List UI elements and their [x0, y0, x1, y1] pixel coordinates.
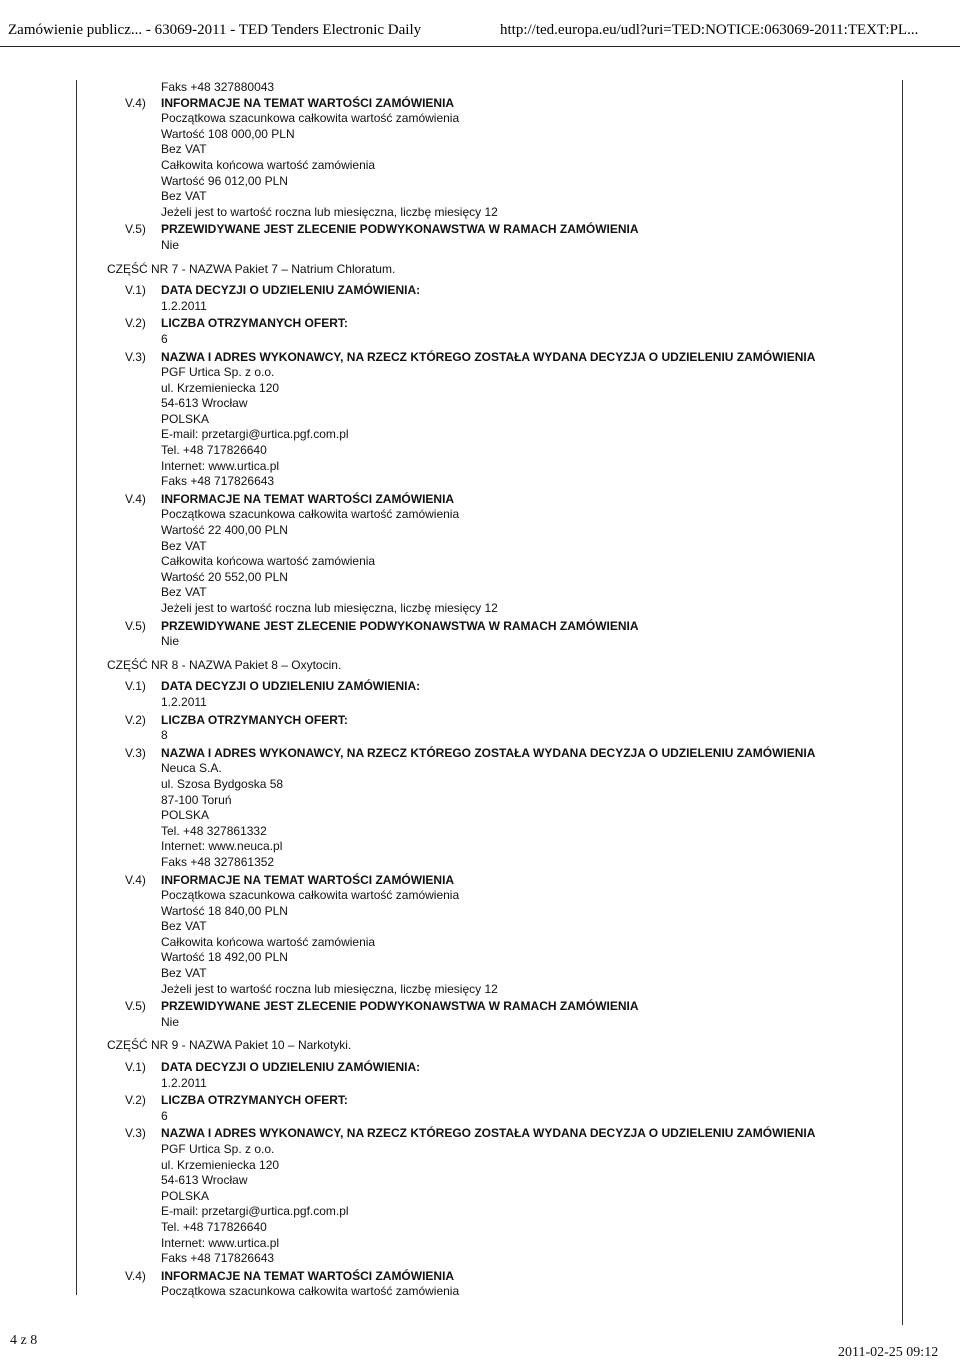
- initial-value: Wartość 18 840,00 PLN: [161, 903, 288, 918]
- decision-date: 1.2.2011: [161, 694, 207, 709]
- intro-fax: Faks +48 327880043: [161, 80, 275, 94]
- subcontract-section: V.5) PRZEWIDYWANE JEST ZLECENIE PODWYKONAWSTWA W RAMACH ZAMÓWIENIA Nie: [125, 619, 895, 650]
- contractor-section: V.3) NAZWA I ADRES WYKONAWCY, NA RZECZ KTÓREGO ZOSTAŁA WYDANA DECYZJA O UDZIELENIU ZAMÓWIENIA PGF Urtica Sp. z o.o. ul. Krzemieniecka 120 54-613 Wrocław POLSKA E-mail: przetargi@urtica.pgf.com.pl Tel. +48 717826640 Internet: www.urtica.pl Faks +48 717826643: [125, 350, 895, 490]
- contractor-city: 87-100 Toruń: [161, 792, 232, 807]
- final-value: Wartość 96 012,00 PLN: [161, 173, 288, 188]
- notice-content: [107, 80, 895, 1302]
- contractor-email[interactable]: E-mail: przetargi@urtica.pgf.com.pl: [161, 427, 349, 442]
- subcontract-heading: PRZEWIDYWANE JEST ZLECENIE PODWYKONAWSTWA W RAMACH ZAMÓWIENIA: [161, 222, 639, 237]
- frame-border-left: [76, 80, 77, 1295]
- contractor-section: V.3) NAZWA I ADRES WYKONAWCY, NA RZECZ KTÓREGO ZOSTAŁA WYDANA DECYZJA O UDZIELENIU ZAMÓWIENIA PGF Urtica Sp. z o.o. ul. Krzemieniecka 120 54-613 Wrocław POLSKA E-mail: przetargi@urtica.pgf.com.pl Tel. +48 717826640 Internet: www.urtica.pl Faks +48 717826643: [125, 1126, 895, 1266]
- contractor-internet[interactable]: Internet: www.neuca.pl: [161, 839, 283, 854]
- subcontract-answer: Nie: [161, 634, 180, 649]
- frame-border-right: [902, 80, 903, 1325]
- contractor-name: Neuca S.A.: [161, 761, 222, 776]
- value-section: V.4) INFORMACJE NA TEMAT WARTOŚCI ZAMÓWIENIA Początkowa szacunkowa całkowita wartość zamówienia Wartość 22 400,00 PLN Bez VAT Całkowita końcowa wartość zamówienia Wartość 20 552,00 PLN Bez VAT Jeżeli jest to wartość roczna lub miesięczna, liczbę miesięcy 12: [125, 492, 895, 617]
- subcontract-answer: Nie: [161, 1014, 180, 1029]
- subcontract-answer: Nie: [161, 237, 180, 252]
- contractor-country: POLSKA: [161, 808, 210, 823]
- decision-date-section: V.1) DATA DECYZJI O UDZIELENIU ZAMÓWIENIA: 1.2.2011: [125, 1060, 895, 1091]
- final-value: Wartość 20 552,00 PLN: [161, 569, 288, 584]
- decision-date-section: V.1) DATA DECYZJI O UDZIELENIU ZAMÓWIENIA: 1.2.2011: [125, 679, 895, 710]
- contractor-country: POLSKA: [161, 411, 210, 426]
- contractor-street: ul. Krzemieniecka 120: [161, 380, 280, 395]
- contractor-internet[interactable]: Internet: www.urtica.pl: [161, 1235, 280, 1250]
- print-timestamp: 2011-02-25 09:12: [838, 1345, 939, 1360]
- value-heading: INFORMACJE NA TEMAT WARTOŚCI ZAMÓWIENIA: [161, 95, 455, 110]
- contractor-internet[interactable]: Internet: www.urtica.pl: [161, 458, 280, 473]
- intro-value-section: V.4) INFORMACJE NA TEMAT WARTOŚCI ZAMÓWIENIA Początkowa szacunkowa całkowita wartość zamówienia Wartość 108 000,00 PLN Bez VAT Całkowita końcowa wartość zamówienia Wartość 96 012,00 PLN Bez VAT Jeżeli jest to wartość roczna lub miesięczna, liczbę miesięcy 12: [125, 96, 895, 221]
- page-url[interactable]: http://ted.europa.eu/udl?uri=TED:NOTICE:063069-2011:TEXT:PL...: [500, 22, 919, 38]
- contractor-tel: Tel. +48 327861332: [161, 823, 267, 838]
- contractor-section: V.3) NAZWA I ADRES WYKONAWCY, NA RZECZ KTÓREGO ZOSTAŁA WYDANA DECYZJA O UDZIELENIU ZAMÓWIENIA Neuca S.A. ul. Szosa Bydgoska 58 87-100 Toruń POLSKA Tel. +48 327861332 Internet: www.neuca.pl Faks +48 327861352: [125, 746, 895, 871]
- contractor-tel: Tel. +48 717826640: [161, 1219, 267, 1234]
- part-title: CZĘŚĆ NR 9 - NAZWA Pakiet 10 – Narkotyki.: [107, 1038, 352, 1053]
- decision-date: 1.2.2011: [161, 1075, 207, 1090]
- contractor-tel: Tel. +48 717826640: [161, 443, 267, 458]
- part-title: CZĘŚĆ NR 8 - NAZWA Pakiet 8 – Oxytocin.: [107, 657, 342, 672]
- contractor-street: ul. Krzemieniecka 120: [161, 1157, 280, 1172]
- final-value: Wartość 18 492,00 PLN: [161, 950, 288, 965]
- value-section: V.4) INFORMACJE NA TEMAT WARTOŚCI ZAMÓWIENIA Początkowa szacunkowa całkowita wartość zamówienia: [125, 1268, 460, 1299]
- decision-date: 1.2.2011: [161, 298, 207, 313]
- contractor-city: 54-613 Wrocław: [161, 396, 248, 411]
- decision-date-section: V.1) DATA DECYZJI O UDZIELENIU ZAMÓWIENIA: 1.2.2011: [125, 283, 895, 314]
- contractor-country: POLSKA: [161, 1188, 210, 1203]
- contractor-email[interactable]: E-mail: przetargi@urtica.pgf.com.pl: [161, 1204, 349, 1219]
- page-number: 4 z 8: [10, 1333, 38, 1348]
- contractor-fax: Faks +48 327861352: [161, 854, 275, 869]
- subcontract-section: V.5) PRZEWIDYWANE JEST ZLECENIE PODWYKONAWSTWA W RAMACH ZAMÓWIENIA Nie: [125, 999, 895, 1030]
- contractor-fax: Faks +48 717826643: [161, 1251, 275, 1266]
- print-header: [0, 0, 960, 47]
- part-title: CZĘŚĆ NR 7 - NAZWA Pakiet 7 – Natrium Chloratum.: [107, 261, 396, 276]
- initial-value: Wartość 22 400,00 PLN: [161, 523, 288, 538]
- contractor-name: PGF Urtica Sp. z o.o.: [161, 365, 275, 380]
- intro-subcontract-section: V.5) PRZEWIDYWANE JEST ZLECENIE PODWYKONAWSTWA W RAMACH ZAMÓWIENIA Nie: [125, 222, 895, 253]
- page-title: Zamówienie publicz... - 63069-2011 - TED Tenders Electronic Daily: [8, 22, 422, 38]
- value-section: V.4) INFORMACJE NA TEMAT WARTOŚCI ZAMÓWIENIA Początkowa szacunkowa całkowita wartość zamówienia Wartość 18 840,00 PLN Bez VAT Całkowita końcowa wartość zamówienia Wartość 18 492,00 PLN Bez VAT Jeżeli jest to wartość roczna lub miesięczna, liczbę miesięcy 12: [125, 873, 895, 998]
- offers-section: V.2) LICZBA OTRZYMANYCH OFERT: 6: [125, 316, 895, 347]
- offers-section: V.2) LICZBA OTRZYMANYCH OFERT: 8: [125, 713, 895, 744]
- contractor-city: 54-613 Wrocław: [161, 1173, 248, 1188]
- offers-count: 6: [161, 1108, 168, 1123]
- contractor-name: PGF Urtica Sp. z o.o.: [161, 1142, 275, 1156]
- contractor-fax: Faks +48 717826643: [161, 474, 275, 489]
- contractor-street: ul. Szosa Bydgoska 58: [161, 776, 284, 791]
- offers-count: 8: [161, 728, 168, 743]
- offers-section: V.2) LICZBA OTRZYMANYCH OFERT: 6: [125, 1093, 895, 1124]
- offers-count: 6: [161, 331, 168, 346]
- initial-value: Wartość 108 000,00 PLN: [161, 126, 295, 141]
